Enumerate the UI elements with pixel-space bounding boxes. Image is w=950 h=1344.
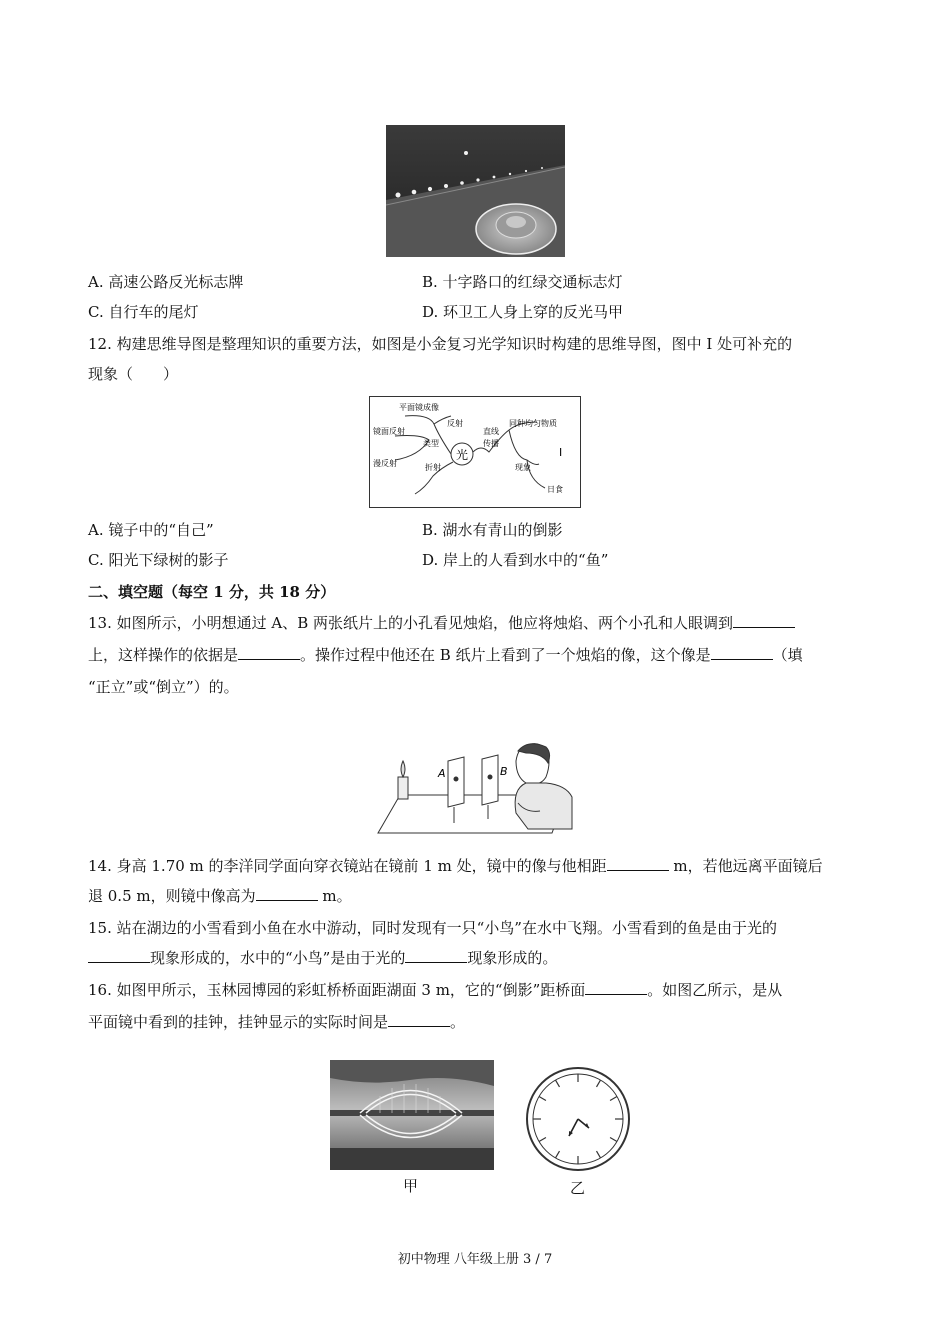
mindmap-node-eclipse: 日食 bbox=[547, 485, 563, 494]
mindmap-node-center: 光 bbox=[456, 448, 469, 462]
q13-blank-3 bbox=[711, 645, 773, 660]
q12-option-c: C. 阳光下绿树的影子 bbox=[88, 551, 229, 569]
optics-mind-map bbox=[369, 396, 581, 508]
q16-blank-1 bbox=[585, 980, 647, 995]
q13-text2b: 。操作过程中他还在 B 纸片上看到了一个烛焰的像，这个像是 bbox=[300, 646, 711, 664]
q11-option-a: A. 高速公路反光标志牌 bbox=[88, 273, 244, 291]
q12-option-d: D. 岸上的人看到水中的“鱼” bbox=[422, 551, 609, 569]
q12-stem-line2: 现象（ ） bbox=[88, 365, 179, 383]
mindmap-node-straight: 直线 bbox=[483, 427, 499, 436]
mindmap-node-propagation: 传播 bbox=[483, 439, 499, 448]
q15-text2b: 现象形成的。 bbox=[467, 949, 558, 967]
q14-line2 bbox=[88, 886, 352, 906]
mindmap-node-refraction: 折射 bbox=[425, 463, 441, 472]
q14-text2b: m。 bbox=[322, 887, 352, 905]
q12-option-b: B. 湖水有青山的倒影 bbox=[422, 521, 563, 539]
q13-text2c: （填 bbox=[772, 646, 803, 664]
page-footer: 初中物理 八年级上册 3 / 7 bbox=[397, 1252, 553, 1267]
q13-text2a: 上，这样操作的依据是 bbox=[88, 646, 239, 664]
q11-option-b: B. 十字路口的红绿交通标志灯 bbox=[422, 273, 623, 291]
q11-option-c: C. 自行车的尾灯 bbox=[88, 303, 199, 321]
q12-option-a: A. 镜子中的“自己” bbox=[88, 521, 214, 539]
card-label-b: B bbox=[500, 765, 508, 778]
q16-text1a: 16. 如图甲所示，玉林园博园的彩虹桥桥面距湖面 3 m，它的“倒影”距桥面 bbox=[88, 981, 586, 999]
q14-text1a: 14. 身高 1.70 m 的李洋同学面向穿衣镜站在镜前 1 m 处，镜中的像与他相距 bbox=[88, 857, 607, 875]
q14-blank-1 bbox=[607, 856, 669, 871]
q15-line2 bbox=[88, 948, 557, 968]
figure-caption-yi: 乙 bbox=[570, 1179, 586, 1197]
q13-blank-1 bbox=[733, 613, 795, 628]
mindmap-node-type: 类型 bbox=[423, 439, 439, 448]
card-label-a: A bbox=[438, 767, 446, 780]
q16-line1 bbox=[88, 980, 782, 1000]
q15-line1: 15. 站在湖边的小雪看到小鱼在水中游动，同时发现有一只“小鸟”在水中飞翔。小雪看到的鱼是由于光的 bbox=[88, 919, 777, 937]
mindmap-node-diffuse: 漫反射 bbox=[373, 459, 397, 468]
q15-text2a: 现象形成的，水中的“小鸟”是由于光的 bbox=[150, 949, 406, 967]
q14-text2a: 退 0.5 m，则镜中像高为 bbox=[88, 887, 256, 905]
mindmap-node-uniform-medium: 同种均匀物质 bbox=[509, 419, 557, 428]
q16-text2a: 平面镜中看到的挂钟，挂钟显示的实际时间是 bbox=[88, 1013, 389, 1031]
figure-caption-jia: 甲 bbox=[403, 1177, 419, 1195]
q13-line3: “正立”或“倒立”）的。 bbox=[88, 678, 239, 696]
mindmap-node-specular: 镜面反射 bbox=[373, 427, 405, 436]
q11-option-d: D. 环卫工人身上穿的反光马甲 bbox=[422, 303, 624, 321]
mirror-clock-figure bbox=[525, 1066, 631, 1172]
pinhole-experiment-figure bbox=[376, 739, 576, 835]
mindmap-node-blank-i: I bbox=[559, 446, 563, 459]
q16-line2 bbox=[88, 1012, 465, 1032]
q14-text1b: m，若他远离平面镜后 bbox=[673, 857, 823, 875]
section-title-fill-in: 二、填空题（每空 1 分，共 18 分） bbox=[88, 583, 336, 601]
mindmap-node-reflection: 反射 bbox=[447, 419, 463, 428]
rainbow-bridge-photo bbox=[330, 1060, 494, 1170]
q16-text1b: 。如图乙所示，是从 bbox=[647, 981, 783, 999]
q15-blank-2 bbox=[405, 948, 467, 963]
q13-text1: 13. 如图所示，小明想通过 A、B 两张纸片上的小孔看见烛焰，他应将烛焰、两个小孔和人眼调到 bbox=[88, 614, 734, 632]
mindmap-node-plane-mirror: 平面镜成像 bbox=[399, 403, 439, 412]
q13-blank-2 bbox=[238, 645, 300, 660]
q12-stem-line1: 12. 构建思维导图是整理知识的重要方法，如图是小金复习光学知识时构建的思维导图，图中 I 处可补充的 bbox=[88, 335, 793, 353]
q13-line2 bbox=[88, 645, 803, 665]
q15-blank-1 bbox=[88, 948, 150, 963]
q14-blank-2 bbox=[256, 886, 318, 901]
q16-blank-2 bbox=[388, 1012, 450, 1027]
q16-text2b: 。 bbox=[450, 1013, 466, 1031]
road-reflector-photo bbox=[386, 125, 565, 257]
q13-line1 bbox=[88, 613, 795, 633]
q14-line1 bbox=[88, 856, 823, 876]
mindmap-node-phenomenon: 现象 bbox=[515, 463, 531, 472]
